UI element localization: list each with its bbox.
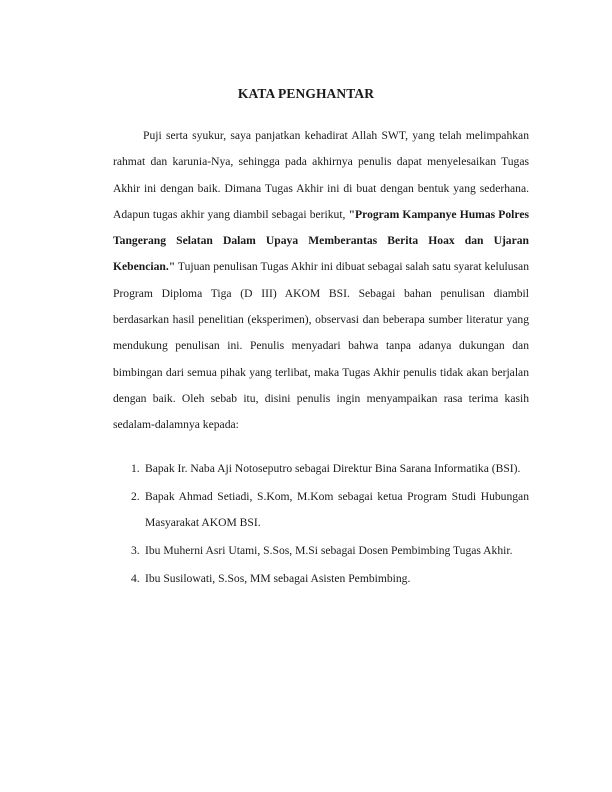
list-item-number: 1. <box>131 462 140 475</box>
list-item-number: 3. <box>131 543 140 557</box>
intro-text-after: Tujuan penulisan Tugas Akhir ini dibuat sebagai salah satu syarat kelulusan Program Diploma Tiga (D III) AKOM BSI. Sebagai bahan penulisan diambil berdasarkan hasil penelitian (eksperimen), observasi dan beberapa sumber literatur yang mendukung penulisan ini. Penulis menyadari bahwa tanpa adanya dukungan dan bimbingan dari semua pihak yang terlibat, maka Tugas Akhir penulis tidak akan berjalan dengan baik. Oleh sebab itu, disini penulis ingin menyampaikan rasa terima kasih sedalam-dalamnya kepada: <box>113 260 529 432</box>
list-item <box>113 456 529 482</box>
intro-paragraph <box>113 123 529 439</box>
list-item-text: Ibu Muherni Asri Utami, S.Sos, M.Si sebagai Dosen Pembimbing Tugas Akhir. <box>145 543 513 557</box>
list-item-text: Bapak Ir. Naba Aji Notoseputro sebagai Direktur Bina Sarana Informatika (BSI). <box>145 462 521 475</box>
list-item <box>113 538 529 564</box>
list-item-text: Bapak Ahmad Setiadi, S.Kom, M.Kom sebagai ketua Program Studi Hubungan Masyarakat AKOM BSI. <box>145 489 529 530</box>
list-item-number: 2. <box>131 489 140 503</box>
intro-text-before: Puji serta syukur, saya panjatkan kehadirat Allah SWT, yang telah melimpahkan rahmat dan karunia-Nya, sehingga pada akhirnya penulis dapat menyelesaikan Tugas Akhir ini dengan baik. Dimana Tugas Akhir ini di buat dengan bentuk yang sederhana. Adapun tugas akhir yang diambil sebagai berikut, <box>113 129 529 221</box>
list-item-text: Ibu Susilowati, S.Sos, MM sebagai Asisten Pembimbing. <box>145 571 411 585</box>
list-item <box>113 484 529 537</box>
list-item-number: 4. <box>131 571 140 585</box>
intro-bold-title: "Program Kampanye Humas Polres Tangerang Selatan Dalam Upaya Memberantas Berita Hoax dan Ujaran Kebencian." <box>113 207 529 274</box>
list-item <box>113 566 529 592</box>
acknowledgement-list <box>113 456 529 593</box>
page-title: KATA PENGHANTAR <box>237 86 375 101</box>
